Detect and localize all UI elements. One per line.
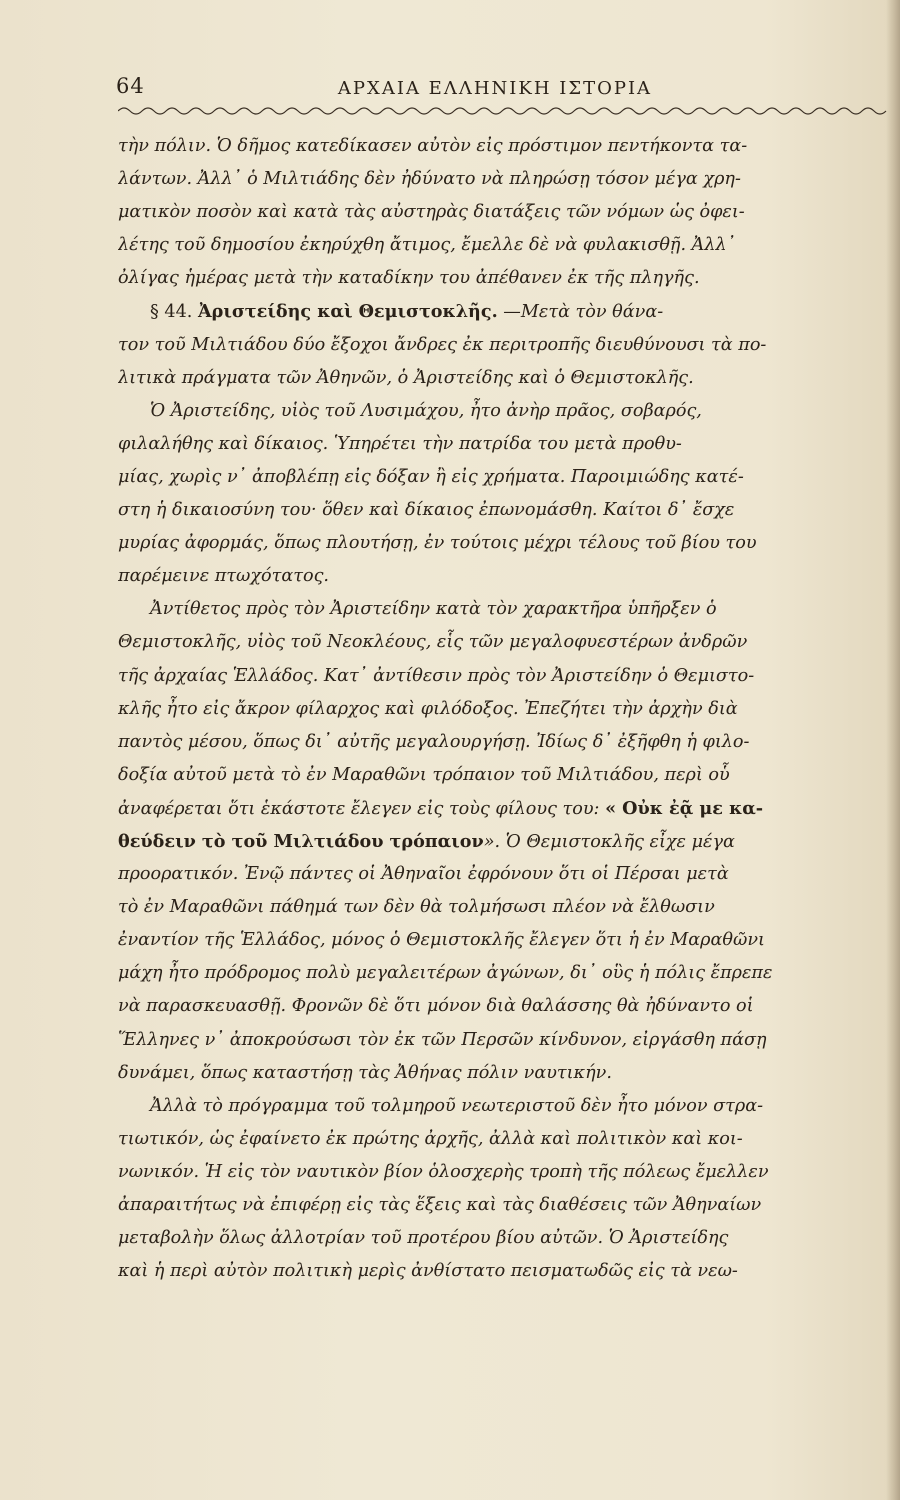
quote-line [118, 792, 884, 825]
text-line: λάντων. Ἀλλ᾽ ὁ Μιλτιάδης δὲν ἠδύνατο νὰ πληρώσῃ τόσον μέγα χρη- [118, 169, 741, 190]
section-heading-continuation: —Μετὰ τὸν θάνα- [503, 302, 664, 323]
text-line: κλῆς ἦτο εἰς ἄκρον φίλαρχος καὶ φιλόδοξος. Ἐπεζήτει τὴν ἀρχὴν διὰ [118, 698, 738, 719]
text-line: Ἀλλὰ τὸ πρόγραμμα τοῦ τολμηροῦ νεωτεριστοῦ δὲν ἦτο μόνον στρα- [150, 1095, 764, 1116]
text-line: λιτικὰ πράγματα τῶν Ἀθηνῶν, ὁ Ἀριστείδης καὶ ὁ Θεμιστοκλῆς. [118, 367, 694, 388]
text-line: νὰ παρασκευασθῇ. Φρονῶν δὲ ὅτι μόνον διὰ θαλάσσης θὰ ἠδύναντο οἱ [118, 996, 754, 1017]
quote-line [118, 825, 884, 858]
page-edge-shadow [886, 0, 900, 1500]
text-line: ὀλίγας ἡμέρας μετὰ τὴν καταδίκην του ἀπέθανεν ἐκ τῆς πληγῆς. [118, 268, 700, 289]
text-line: τὴν πόλιν. Ὁ δῆμος κατεδίκασεν αὐτὸν εἰς πρόστιμον πεντήκοντα τα- [118, 136, 748, 156]
text-line: φιλαλήθης καὶ δίκαιος. Ὑπηρέτει τὴν πατρίδα του μετὰ προθυ- [118, 433, 682, 454]
text-line: νωνικόν. Ἡ εἰς τὸν ναυτικὸν βίον ὁλοσχερὴς τροπὴ τῆς πόλεως ἔμελλεν [118, 1161, 769, 1182]
text-line: Ἕλληνες ν᾽ ἀποκρούσωσι τὸν ἐκ τῶν Περσῶν κίνδυνον, εἰργάσθη πάσῃ [118, 1029, 767, 1050]
text-line: προορατικόν. Ἐνῷ πάντες οἱ Ἀθηναῖοι ἐφρόνουν ὅτι οἱ Πέρσαι μετὰ [118, 864, 729, 885]
text-line: τῆς ἀρχαίας Ἑλλάδος. Κατ᾽ ἀντίθεσιν πρὸς τὸν Ἀριστείδην ὁ Θεμιστο- [118, 665, 755, 686]
text-line: δοξία αὐτοῦ μετὰ τὸ ἐν Μαραθῶνι τρόπαιον τοῦ Μιλτιάδου, περὶ οὗ [118, 764, 730, 785]
section-heading: Ἀριστείδης καὶ Θεμιστοκλῆς. [197, 301, 498, 323]
page-header [110, 74, 880, 104]
text-line: μάχη ἦτο πρόδρομος πολὺ μεγαλειτέρων ἀγώνων, δι᾽ οὓς ἡ πόλις ἔπρεπε [118, 963, 773, 984]
text-line: τὸ ἐν Μαραθῶνι πάθημά των δὲν θὰ τολμήσωσι πλέον νὰ ἔλθωσιν [118, 897, 715, 918]
page-number: 64 [116, 74, 145, 98]
text-line: μυρίας ἀφορμάς, ὅπως πλουτήσῃ, ἐν τούτοις μέχρι τέλους τοῦ βίου του [118, 533, 757, 554]
text-line: δυνάμει, ὅπως καταστήσῃ τὰς Ἀθήνας πόλιν ναυτικήν. [118, 1062, 612, 1083]
text-line: Θεμιστοκλῆς, υἱὸς τοῦ Νεοκλέους, εἷς τῶν μεγαλοφυεστέρων ἀνδρῶν [118, 632, 748, 653]
text-line: καὶ ἡ περὶ αὐτὸν πολιτικὴ μερὶς ἀνθίστατο πεισματωδῶς εἰς τὰ νεω- [118, 1261, 738, 1282]
text-line: παρέμεινε πτωχότατος. [118, 566, 330, 587]
body-text [118, 130, 884, 1288]
text-line: ἀναφέρεται ὅτι ἑκάστοτε ἔλεγεν εἰς τοὺς φίλους του: [118, 798, 600, 819]
text-line: ἐναντίον τῆς Ἑλλάδος, μόνος ὁ Θεμιστοκλῆς ἔλεγεν ὅτι ἡ ἐν Μαραθῶνι [118, 930, 765, 951]
text-line: μίας, χωρὶς ν᾽ ἀποβλέπῃ εἰς δόξαν ἢ εἰς χρήματα. Παροιμιώδης κατέ- [118, 466, 744, 487]
text-line: στη ἡ δικαιοσύνη του· ὅθεν καὶ δίκαιος ἐπωνομάσθη. Καίτοι δ᾽ ἔσχε [118, 500, 735, 521]
text-line: ἀπαραιτήτως νὰ ἐπιφέρῃ εἰς τὰς ἕξεις καὶ τὰς διαθέσεις τῶν Ἀθηναίων [118, 1195, 762, 1215]
text-line: ματικὸν ποσὸν καὶ κατὰ τὰς αὐστηρὰς διατάξεις τῶν νόμων ὡς ὀφει- [118, 202, 745, 223]
text-line: Ἀντίθετος πρὸς τὸν Ἀριστείδην κατὰ τὸν χαρακτῆρα ὑπῆρξεν ὁ [150, 599, 717, 620]
text-line: λέτης τοῦ δημοσίου ἐκηρύχθη ἄτιμος, ἔμελλε δὲ νὰ φυλακισθῇ. Ἀλλ᾽ [118, 235, 736, 256]
text-line: τιωτικόν, ὡς ἐφαίνετο ἐκ πρώτης ἀρχῆς, ἀλλὰ καὶ πολιτικὸν καὶ κοι- [118, 1128, 743, 1149]
text-line: τον τοῦ Μιλτιάδου δύο ἔξοχοι ἄνδρες ἐκ περιτροπῆς διευθύνουσι τὰ πο- [118, 334, 767, 355]
running-title: ΑΡΧΑΙΑ ΕΛΛΗΝΙΚΗ ΙΣΤΟΡΙΑ [337, 78, 653, 99]
text-line: μεταβολὴν ὅλως ἀλλοτρίαν τοῦ προτέρου βίου αὐτῶν. Ὁ Ἀριστείδης [118, 1228, 729, 1249]
quote-text: θεύδειν τὸ τοῦ Μιλτιάδου τρόπαιον [118, 830, 484, 852]
quote-after: ». Ὁ Θεμιστοκλῆς εἶχε μέγα [483, 831, 735, 852]
quote-text: « Οὐκ ἐᾷ με κα- [605, 797, 764, 819]
text-line: Ὁ Ἀριστείδης, υἱὸς τοῦ Λυσιμάχου, ἦτο ἀνὴρ πρᾶος, σοβαρός, [150, 400, 702, 421]
section-number: § 44. [150, 302, 193, 323]
wavy-rule-ornament [118, 103, 888, 119]
section-heading-line [118, 295, 884, 328]
text-line: παντὸς μέσου, ὅπως δι᾽ αὐτῆς μεγαλουργήσῃ. Ἰδίως δ᾽ ἐξῆφθη ἡ φιλο- [118, 731, 750, 752]
